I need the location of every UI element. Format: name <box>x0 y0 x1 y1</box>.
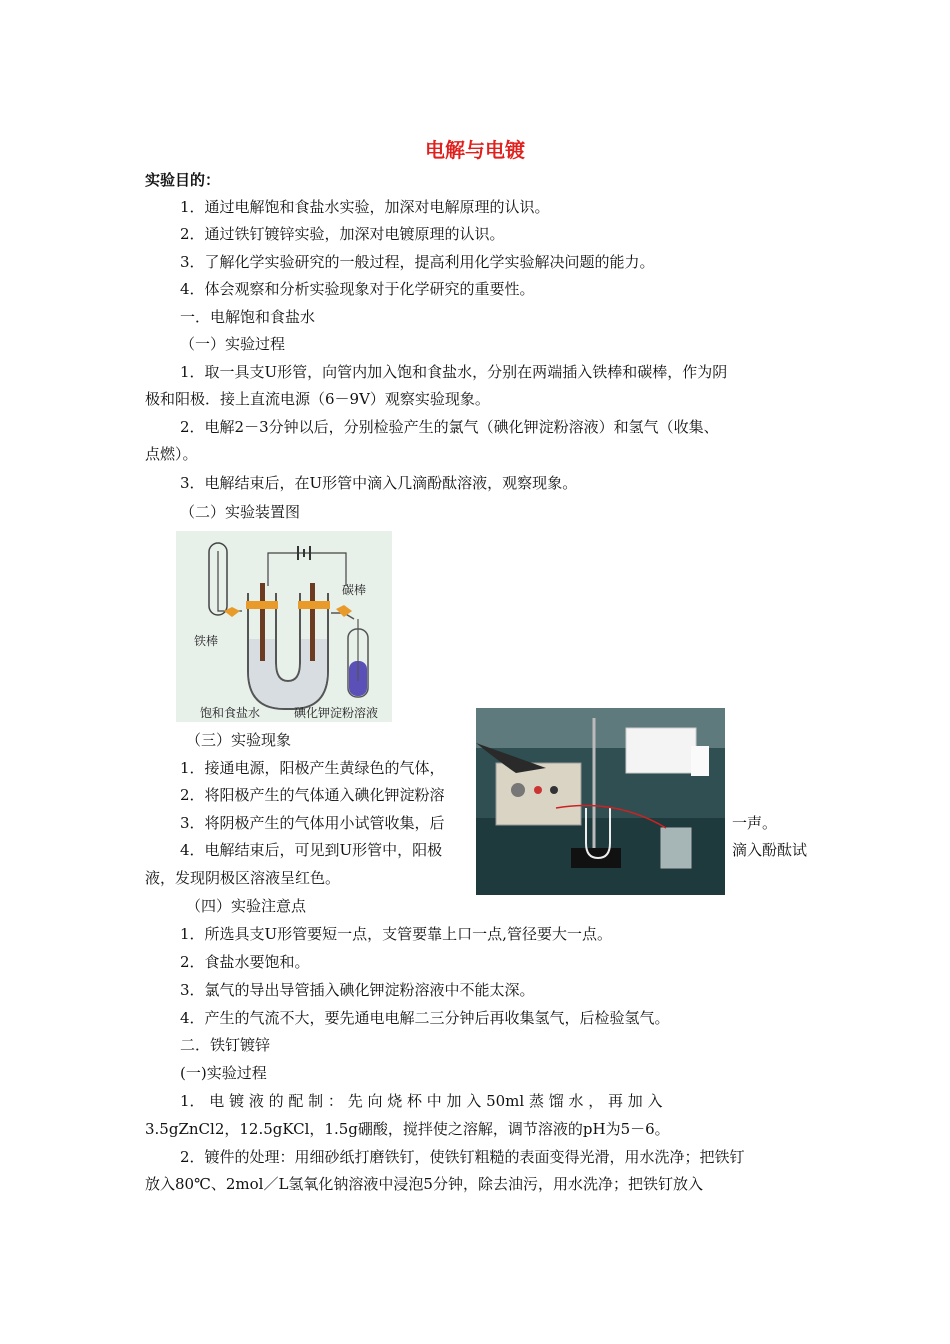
phenomena-line: 2．将阳极产生的气体通入碘化钾淀粉溶 <box>180 786 445 804</box>
process-line: 2．电解2－3分钟以后，分别检验产生的氯气（碘化钾淀粉溶液）和氢气（收集、 <box>180 418 719 436</box>
apparatus-heading: （二）实验装置图 <box>180 503 301 521</box>
phenomena-heading: （三）实验现象 <box>186 731 292 749</box>
section2-process-heading: (一)实验过程 <box>180 1064 267 1082</box>
notes-line: 4．产生的气流不大，要先通电电解二三分钟后再收集氢气，后检验氢气。 <box>180 1009 670 1027</box>
document-title: 电解与电镀 <box>425 138 525 162</box>
label-carbon-rod: 碳棒 <box>342 583 367 597</box>
process-line: 1．取一具支U形管，向管内加入饱和食盐水，分别在两端插入铁棒和碳棒，作为阴 <box>180 363 728 381</box>
purpose-item: 3．了解化学实验研究的一般过程，提高利用化学实验解决问题的能力。 <box>180 253 655 271</box>
section1-heading: 一．电解饱和食盐水 <box>180 308 316 326</box>
purpose-heading: 实验目的： <box>145 171 221 189</box>
section1-process-heading: （一）实验过程 <box>180 335 286 353</box>
notes-line: 2．食盐水要饱和。 <box>180 953 310 971</box>
plating-line: 2．镀件的处理：用细砂纸打磨铁钉，使铁钉粗糙的表面变得光滑，用水洗净；把铁钉 <box>180 1148 745 1166</box>
process-line: 3．电解结束后，在U形管中滴入几滴酚酞溶液，观察现象。 <box>180 474 578 492</box>
section2-heading: 二．铁钉镀锌 <box>180 1036 271 1054</box>
phenomena-line: 液，发现阴极区溶液呈红色。 <box>145 869 341 887</box>
phenomena-tail: 滴入酚酞试 <box>732 841 808 859</box>
lab-photo <box>476 708 725 895</box>
purpose-item: 4．体会观察和分析实验现象对于化学研究的重要性。 <box>180 280 535 298</box>
label-brine: 饱和食盐水 <box>200 706 261 720</box>
notes-line: 1．所选具支U形管要短一点，支管要靠上口一点,管径要大一点。 <box>180 925 612 943</box>
plating-line: 1． 电 镀 液 的 配 制 ： 先 向 烧 杯 中 加 入 50ml 蒸 馏 水 ， 再 加 入 <box>180 1092 663 1110</box>
purpose-item: 1．通过电解饱和食盐水实验，加深对电解原理的认识。 <box>180 198 550 216</box>
label-iron-rod: 铁棒 <box>194 634 219 648</box>
phenomena-line: 1．接通电源，阳极产生黄绿色的气体， <box>180 759 445 777</box>
phenomena-line: 3．将阴极产生的气体用小试管收集，后 <box>180 814 445 832</box>
process-line: 极和阳极．接上直流电源（6－9V）观察实验现象。 <box>145 390 490 408</box>
plating-line: 放入80℃、2mol／L氢氧化钠溶液中浸泡5分钟，除去油污，用水洗净；把铁钉放入 <box>145 1175 703 1193</box>
process-line: 点燃）。 <box>145 445 198 463</box>
purpose-item: 2．通过铁钉镀锌实验，加深对电镀原理的认识。 <box>180 225 505 243</box>
apparatus-diagram <box>176 531 392 722</box>
notes-line: 3．氯气的导出导管插入碘化钾淀粉溶液中不能太深。 <box>180 981 535 999</box>
phenomena-tail: 一声。 <box>732 814 778 832</box>
label-ki-starch: 碘化钾淀粉溶液 <box>294 706 379 720</box>
phenomena-line: 4．电解结束后，可见到U形管中，阳极 <box>180 841 443 859</box>
notes-heading: （四）实验注意点 <box>186 897 307 915</box>
plating-line: 3.5gZnCl2，12.5gKCl，1.5g硼酸，搅拌使之溶解，调节溶液的pH为5－6。 <box>145 1120 670 1138</box>
